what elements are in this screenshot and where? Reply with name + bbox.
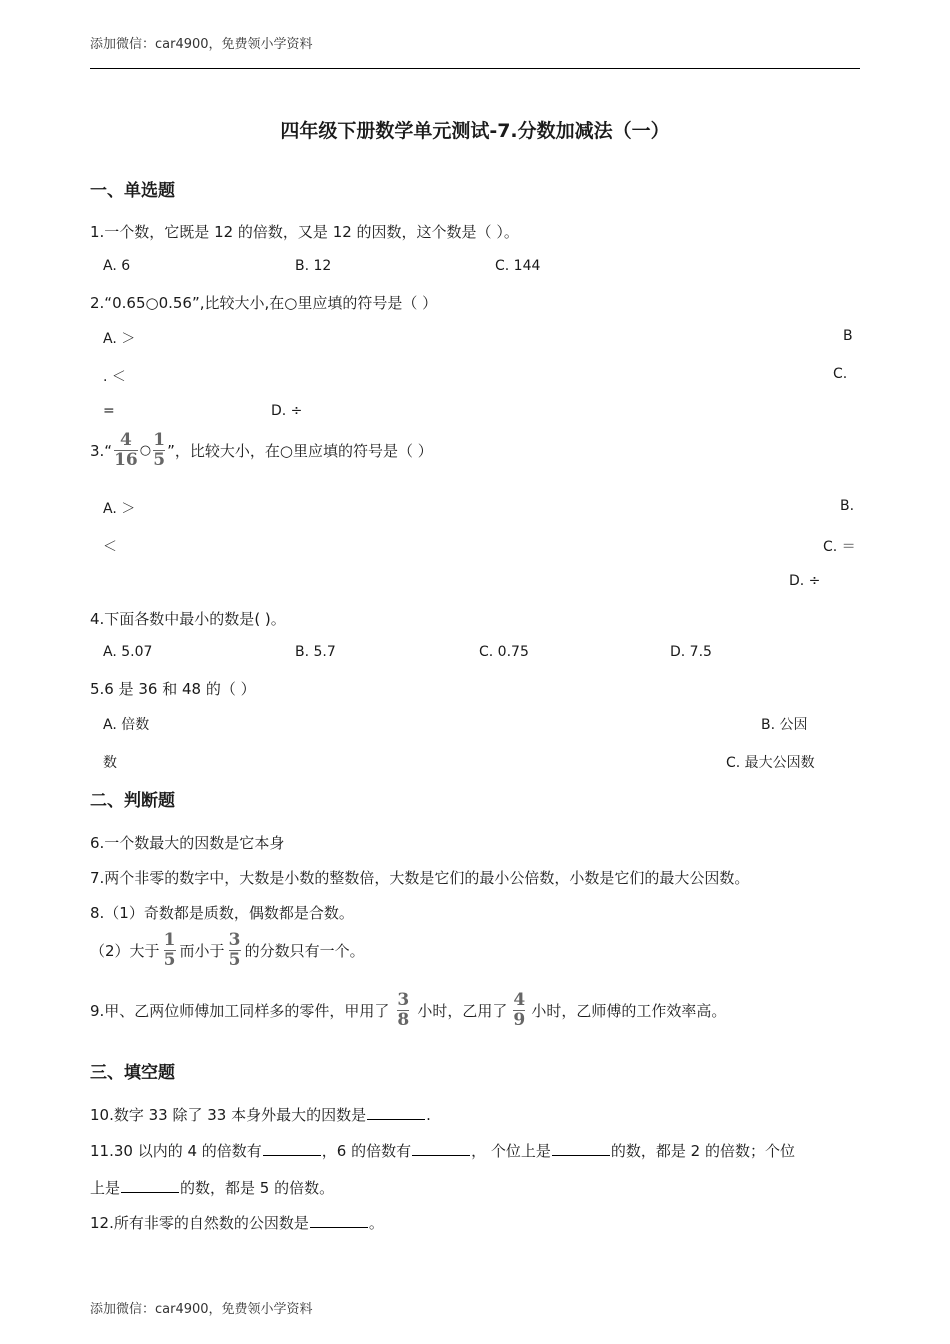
- answer-blank[interactable]: [412, 1140, 470, 1156]
- question-4: 4.下面各数中最小的数是( )。: [90, 610, 286, 628]
- q8-text-c: 的分数只有一个。: [244, 942, 365, 960]
- q5-option-b-part2[interactable]: 数: [103, 755, 117, 771]
- q3-prefix: 3.“: [90, 441, 113, 460]
- question-12: [90, 1212, 384, 1233]
- question-3: [90, 432, 433, 469]
- q9-text-b: 小时，乙用了: [417, 1002, 508, 1020]
- fraction-3-5: [229, 932, 241, 969]
- q3-option-a[interactable]: A. ＞: [103, 501, 136, 517]
- q2-option-d[interactable]: D. ÷: [271, 403, 303, 419]
- question-1: 1.一个数，它既是 12 的倍数，又是 12 的因数，这个数是（ ）。: [90, 223, 519, 241]
- q4-option-a[interactable]: A. 5.07: [103, 644, 153, 660]
- section-heading-fill-in: 三、填空题: [90, 1063, 175, 1083]
- question-10: [90, 1104, 431, 1125]
- page-footer: 添加微信：car4900，免费领小学资料: [90, 1302, 313, 1317]
- question-5: 5.6 是 36 和 48 的（ ）: [90, 680, 256, 698]
- question-11-line2: [90, 1177, 334, 1198]
- fraction-numerator: 3: [228, 930, 241, 950]
- circle-symbol: ○: [139, 443, 152, 458]
- q12-end: 。: [368, 1214, 384, 1232]
- section-heading-true-false: 二、判断题: [90, 791, 175, 811]
- q11-text-a: 11.30 以内的 4 的倍数有: [90, 1142, 262, 1160]
- fraction-numerator: 4: [513, 990, 526, 1010]
- q9-text-c: 小时，乙师傅的工作效率高。: [531, 1002, 727, 1020]
- question-6: 6.一个数最大的因数是它本身: [90, 834, 285, 852]
- fraction-3-8: [397, 992, 409, 1029]
- q2-option-c-label[interactable]: C.: [833, 366, 848, 382]
- q11-text-f: 的数，都是 5 的倍数。: [180, 1179, 335, 1197]
- page-title: 四年级下册数学单元测试-7.分数加减法（一）: [280, 120, 670, 142]
- q5-option-c[interactable]: C. 最大公因数: [726, 755, 815, 771]
- answer-blank[interactable]: [263, 1140, 321, 1156]
- q2-option-c-value[interactable]: =: [103, 403, 115, 419]
- q10-end: .: [426, 1106, 431, 1124]
- q4-option-d[interactable]: D. 7.5: [670, 644, 712, 660]
- answer-blank[interactable]: [367, 1104, 425, 1120]
- q3-option-b-value[interactable]: ＜: [103, 539, 117, 555]
- q2-option-a[interactable]: A. ＞: [103, 331, 136, 347]
- fraction-denominator: 8: [397, 1010, 410, 1030]
- q8-text-b: 而小于: [179, 942, 225, 960]
- question-7: 7.两个非零的数字中，大数是小数的整数倍，大数是它们的最小公倍数，小数是它们的最大公因数。: [90, 869, 750, 887]
- question-9: [90, 992, 726, 1029]
- q4-option-c[interactable]: C. 0.75: [479, 644, 529, 660]
- question-2: 2.“0.65○0.56”,比较大小,在○里应填的符号是（ ）: [90, 294, 438, 312]
- fraction-numerator: 1: [153, 430, 166, 450]
- page-header: 添加微信：car4900，免费领小学资料: [90, 37, 313, 52]
- fraction-4-16: [114, 432, 138, 469]
- fraction-numerator: 4: [120, 430, 132, 450]
- q2-option-b-value[interactable]: . ＜: [103, 369, 126, 385]
- section-heading-single-choice: 一、单选题: [90, 181, 175, 201]
- question-11-line1: [90, 1140, 795, 1161]
- q11-text-b: ，6 的倍数有: [321, 1142, 412, 1160]
- answer-blank[interactable]: [310, 1212, 368, 1228]
- fraction-denominator: 5: [163, 950, 176, 970]
- q5-option-a[interactable]: A. 倍数: [103, 717, 150, 733]
- q4-option-b[interactable]: B. 5.7: [295, 644, 336, 660]
- q11-text-e: 上是: [90, 1179, 121, 1197]
- q2-option-b-label[interactable]: B: [843, 328, 853, 344]
- q3-option-b-label[interactable]: B.: [840, 498, 855, 514]
- question-8-part1: 8.（1）奇数都是质数，偶数都是合数。: [90, 904, 354, 922]
- q1-option-a[interactable]: A. 6: [103, 258, 131, 274]
- q12-text: 12.所有非零的自然数的公因数是: [90, 1214, 309, 1232]
- fraction-4-9: [513, 992, 525, 1029]
- q11-text-c: ， 个位上是: [471, 1142, 551, 1160]
- q11-text-d: 的数，都是 2 的倍数；个位: [610, 1142, 795, 1160]
- fraction-numerator: 3: [397, 990, 410, 1010]
- q9-text-a: 9.甲、乙两位师傅加工同样多的零件，甲用了: [90, 1002, 390, 1020]
- q3-option-d[interactable]: D. ÷: [789, 573, 821, 589]
- answer-blank[interactable]: [121, 1177, 179, 1193]
- fraction-denominator: 5: [228, 950, 241, 970]
- q1-option-b[interactable]: B. 12: [295, 258, 332, 274]
- fraction-1-5: [164, 932, 176, 969]
- answer-blank[interactable]: [552, 1140, 610, 1156]
- q8-text-a: （2）大于: [90, 942, 160, 960]
- q5-option-b-part1[interactable]: B. 公因: [761, 717, 808, 733]
- q10-text: 10.数字 33 除了 33 本身外最大的因数是: [90, 1106, 367, 1124]
- fraction-numerator: 1: [163, 930, 176, 950]
- header-rule: [90, 68, 860, 69]
- q1-option-c[interactable]: C. 144: [495, 258, 541, 274]
- q3-suffix: ”，比较大小，在○里应填的符号是（ ）: [167, 442, 433, 460]
- fraction-denominator: 16: [114, 450, 138, 470]
- fraction-denominator: 9: [513, 1010, 526, 1030]
- fraction-1-5: [153, 432, 165, 469]
- q3-option-c[interactable]: C. ＝: [823, 539, 856, 555]
- fraction-denominator: 5: [153, 450, 166, 470]
- question-8-part2: [90, 932, 365, 969]
